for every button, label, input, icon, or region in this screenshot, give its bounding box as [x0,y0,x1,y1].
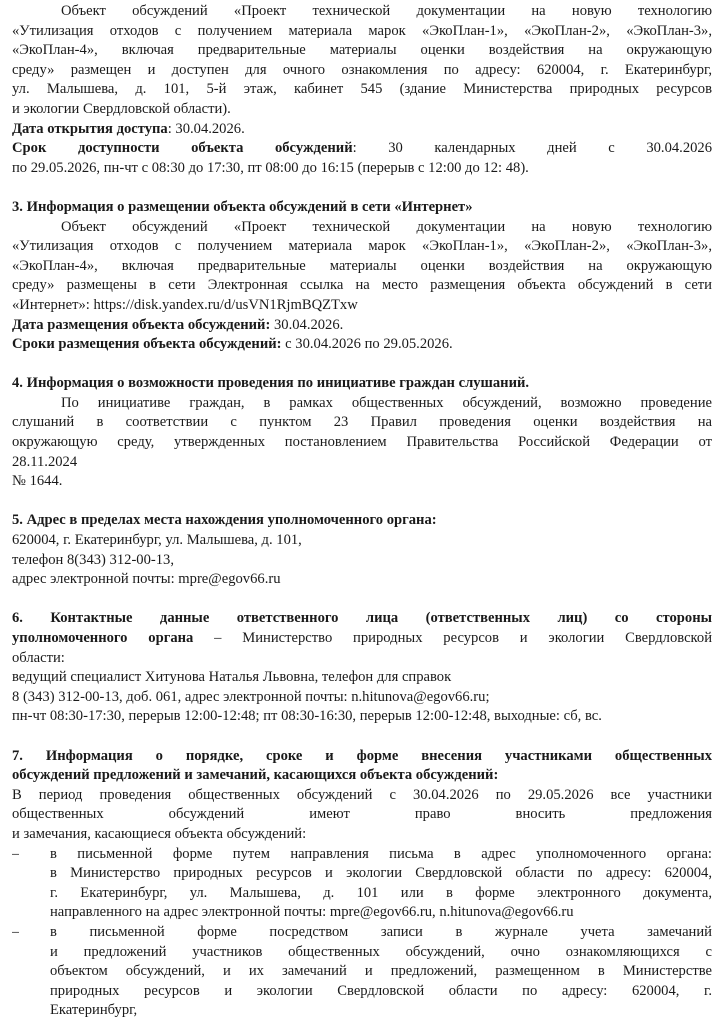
section-heading [12,511,712,531]
section-4-heading: 4. Информация о возможности проведения по инициативе граждан слушаний. [12,375,530,392]
access-open-date [12,120,712,140]
text-line: г. Екатеринбург, ул. Малышева, д. 101 или в форме электронного документа, [50,884,712,901]
section-7-heading-cont: обсуждений предложений и замечаний, касающихся объекта обсуждений: [12,767,499,784]
section-heading [12,198,712,218]
text-line: 28.11.2024 [12,453,78,470]
text-line: в письменной форме путем направления письма в адрес уполномоченного органа: [50,845,712,862]
access-open-value: : 30.04.2026. [167,120,245,137]
text-line: в письменной форме посредством записи в журнале учета замечаний [50,923,712,940]
text-line: объектом обсуждений, и их замечаний и предложений, размещенном в Министерстве [50,963,712,980]
text-line: слушаний в соответствии с пунктом 23 Правил проведения оценки воздействия на [12,414,712,431]
access-term [12,139,712,159]
contact-person-line: ведущий специалист Хитунова Наталья Львовна, телефон для справок [12,669,452,686]
section-heading [12,374,712,394]
placement-date-value: 30.04.2026. [270,316,344,333]
document-page [12,2,712,1021]
placement-date [12,316,712,336]
text-line: По инициативе граждан, в рамках общественных обсуждений, возможно проведение [61,394,712,411]
dash-bullet-icon: – [12,923,20,940]
text-line: «Утилизация отходов с получением материала марок «ЭкоПлан-1», «ЭкоПлан-2», «ЭкоПлан-3», [12,238,712,255]
access-term-value: : 30 календарных дней с 30.04.2026 [352,140,712,157]
text-line: природных ресурсов и экологии Свердловской области по адресу: 620004, г. [50,982,712,999]
text-line: среду» размещены в сети Электронная ссылка на место размещения объекта обсуждений в сети [12,277,712,294]
working-hours-line: пн-чт 08:30-17:30, перерыв 12:00-12:48; пт 08:30-16:30, перерыв 12:00-12:48, выходные: сб, вс. [12,708,602,725]
section-7-heading: 7. Информация о порядке, сроке и форме внесения участниками общественных [12,747,712,764]
placement-period-value: с 30.04.2026 по 29.05.2026. [281,336,453,353]
list-item [12,845,712,923]
text-line: в Министерство природных ресурсов и экологии Свердловской области по адресу: 620004, [50,865,712,882]
text-line: «Утилизация отходов с получением материала марок «ЭкоПлан-1», «ЭкоПлан-2», «ЭкоПлан-3», [12,22,712,39]
text-line: и замечания, касающиеся объекта обсуждений: [12,825,307,842]
section-heading-cont [12,629,712,649]
section-5-heading: 5. Адрес в пределах места нахождения уполномоченного органа: [12,512,437,529]
text-line: и предложений участников общественных обсуждений, очно ознакомляющихся с [50,943,712,960]
contact-phone-line: 8 (343) 312-00-13, доб. 061, адрес электронной почты: n.hitunova@egov66.ru; [12,688,490,705]
text-line: «ЭкоПлан-4», включая предварительные материалы оценки воздействия на окружающую [12,257,712,274]
placement-date-label: Дата размещения объекта обсуждений: [12,316,271,333]
internet-link-line: «Интернет»: https://disk.yandex.ru/d/usVN1RjmBQZTxw [12,296,358,313]
access-term-label: Срок доступности объекта обсуждений [12,140,353,157]
section-6-heading-bold: уполномоченного органа [12,630,194,646]
section-3-heading: 3. Информация о размещении объекта обсуждений в сети «Интернет» [12,198,473,215]
section-heading-cont [12,766,712,786]
list-item [12,923,712,1021]
text-line: направленного на адрес электронной почты: mpre@egov66.ru, n.hitunova@egov66.ru [50,904,574,921]
email-line: адрес электронной почты: mpre@egov66.ru [12,571,281,588]
text-line: № 1644. [12,473,63,490]
phone-line: телефон 8(343) 312-00-13, [12,551,175,568]
section-heading [12,747,712,767]
placement-period [12,335,712,355]
text-line: В период проведения общественных обсуждений с 30.04.2026 по 29.05.2026 все участники [12,786,712,803]
text-line: области: [12,649,65,666]
placement-period-label: Сроки размещения объекта обсуждений: [12,336,282,353]
object-access-paragraph [12,2,712,120]
text-line: Объект обсуждений «Проект технической документации на новую технологию [61,3,712,19]
access-term-hours: по 29.05.2026, пн-чт с 08:30 до 17:30, пт 08:00 до 16:15 (перерыв с 12:00 до 12: 48). [12,159,529,176]
section-6-heading: 6. Контактные данные ответственного лица (ответственных лиц) со стороны [12,610,712,627]
text-line: ул. Малышева, д. 101, 5-й этаж, кабинет 545 (здание Министерства природных ресурсов [12,81,712,98]
address-line: 620004, г. Екатеринбург, ул. Малышева, д. 101, [12,532,302,549]
text-line: Объект обсуждений «Проект технической документации на новую технологию [61,218,712,235]
text-line: окружающую среду, утвержденных постановлением Правительства Российской Федерации от [12,434,712,451]
text-line: Екатеринбург, [50,1002,138,1019]
text-line: «ЭкоПлан-4», включая предварительные материалы оценки воздействия на окружающую [12,42,712,59]
access-open-label: Дата открытия доступа [12,120,168,137]
section-heading [12,609,712,629]
dash-bullet-icon: – [12,845,20,862]
section-6-heading-rest: – Министерство природных ресурсов и экологии Свердловской [193,630,712,646]
text-line: общественных обсуждений имеют право вносить предложения [12,806,712,823]
text-line: среду» размещен и доступен для очного ознакомления по адресу: 620004, г. Екатеринбург, [12,61,712,78]
text-line: и экологии Свердловской области). [12,100,231,117]
